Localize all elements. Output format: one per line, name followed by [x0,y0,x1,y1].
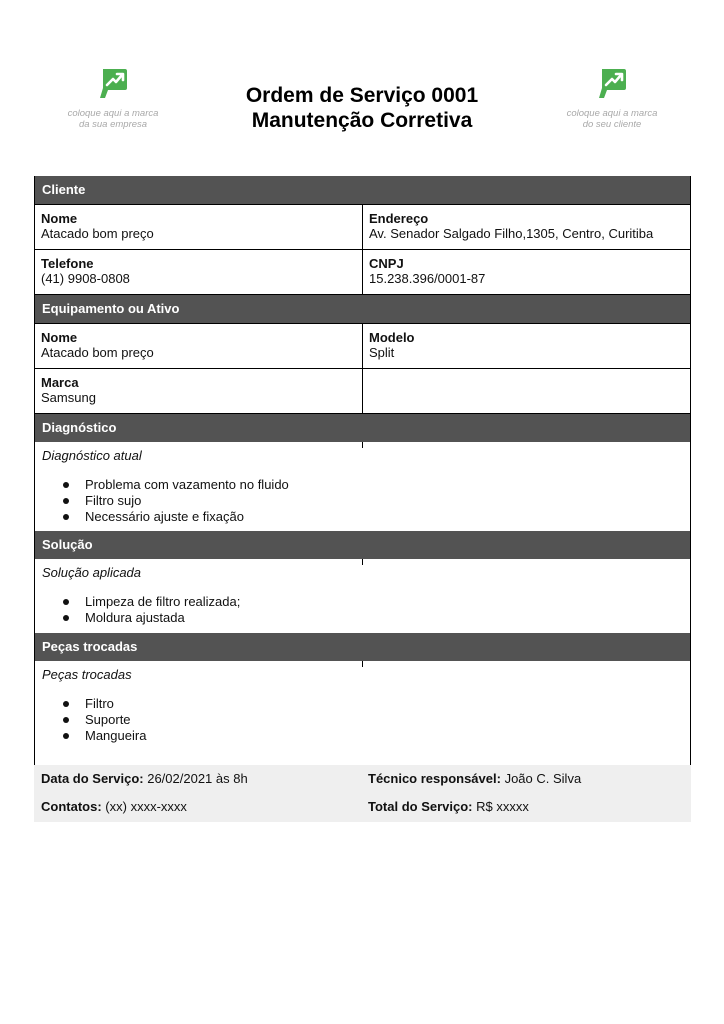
title-line-1: Ordem de Serviço 0001 [245,84,479,107]
summary-label: Total do Serviço: [368,799,473,814]
section-header-cliente: Cliente [34,176,691,204]
list-item: Filtro [62,696,683,712]
pecas-subtitle: Peças trocadas [42,667,132,682]
summary-data-servico [41,770,368,788]
field-value: Atacado bom preço [41,226,154,241]
summary-total [368,798,684,816]
logo-caption [552,108,672,130]
summary-label: Contatos: [41,799,102,814]
summary-label: Técnico responsável: [368,771,501,786]
solucao-list [42,594,683,626]
field-equipamento-marca [35,369,362,413]
diagnostico-subtitle: Diagnóstico atual [42,448,142,463]
diagnostico-list [42,477,683,525]
form-row [34,323,691,369]
list-item: Filtro sujo [62,493,683,509]
summary-tecnico [368,770,684,788]
service-order-form [34,176,691,822]
logo-caption [53,108,173,130]
field-value: (41) 9908-0808 [41,271,130,286]
field-label: Endereço [369,211,429,226]
column-divider-tick [362,442,363,448]
form-row [34,204,691,250]
field-label: Nome [41,211,78,226]
client-logo-placeholder [552,66,672,130]
list-item: Problema com vazamento no fluido [62,477,683,493]
summary-contatos [41,798,368,816]
summary-row [41,770,684,788]
field-cliente-cnpj [362,250,690,294]
field-value: Split [369,345,395,360]
field-label: CNPJ [369,256,404,271]
column-divider-tick [362,559,363,565]
field-value: Av. Senador Salgado Filho,1305, Centro, Curitiba [369,226,654,241]
list-item: Mangueira [62,728,683,744]
field-value: 15.238.396/0001-87 [369,271,486,286]
summary-row [41,798,684,816]
field-label: Modelo [369,330,415,345]
field-value: Atacado bom preço [41,345,154,360]
summary-value: (xx) xxxx-xxxx [105,799,187,814]
list-item: Necessário ajuste e fixação [62,509,683,525]
pecas-list [42,696,683,744]
summary-label: Data do Serviço: [41,771,144,786]
form-row [34,250,691,295]
logo-caption-line: coloque aqui a marca [566,108,658,119]
summary-value: 26/02/2021 às 8h [147,771,248,786]
form-row [34,369,691,414]
logo-caption-line: da sua empresa [78,119,148,130]
list-item: Suporte [62,712,683,728]
field-equipamento-modelo [362,324,690,368]
field-cliente-endereco [362,205,690,249]
summary-value: João C. Silva [504,771,582,786]
section-header-equipamento: Equipamento ou Ativo [34,295,691,323]
logo-caption-line: do seu cliente [582,119,642,130]
field-cliente-telefone [35,250,362,294]
field-label: Marca [41,375,79,390]
title-line-2: Manutenção Corretiva [251,109,473,132]
list-item: Limpeza de filtro realizada; [62,594,683,610]
field-cliente-nome [35,205,362,249]
section-header-diagnostico: Diagnóstico [34,414,691,442]
company-logo-placeholder [53,66,173,130]
document-title [200,83,524,133]
field-label: Nome [41,330,78,345]
column-divider-tick [362,661,363,667]
solucao-subtitle: Solução aplicada [42,565,142,580]
trend-up-icon [96,66,130,100]
empty-cell [362,369,690,413]
list-item: Moldura ajustada [62,610,683,626]
service-summary [34,765,691,822]
trend-up-icon [595,66,629,100]
pecas-content [34,661,691,765]
section-header-solucao: Solução [34,531,691,559]
summary-value: R$ xxxxx [476,799,529,814]
field-value: Samsung [41,390,96,405]
solucao-content [34,559,691,633]
field-equipamento-nome [35,324,362,368]
logo-caption-line: coloque aqui a marca [67,108,159,119]
section-header-pecas: Peças trocadas [34,633,691,661]
field-label: Telefone [41,256,94,271]
diagnostico-content [34,442,691,531]
